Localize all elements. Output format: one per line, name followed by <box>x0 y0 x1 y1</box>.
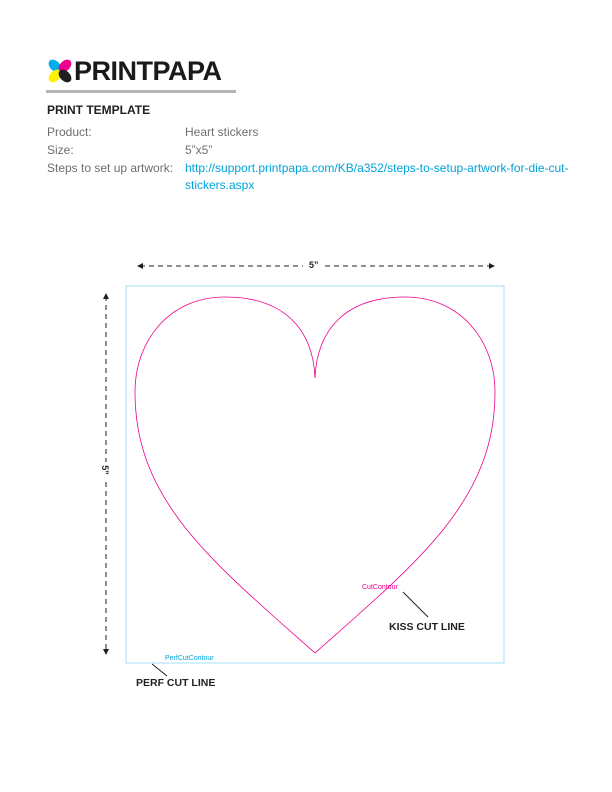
logo-wordmark: PRINTPAPA <box>74 56 222 86</box>
artwork-steps-link[interactable]: http://support.printpapa.com/KB/a352/steps-to-setup-artwork-for-die-cut-stickers.aspx <box>185 161 569 192</box>
cutcontour-tag: CutContour <box>362 584 398 591</box>
page-title: PRINT TEMPLATE <box>47 103 151 117</box>
kiss-cut-line-label: KISS CUT LINE <box>389 621 465 633</box>
perf-cut-line-label: PERF CUT LINE <box>136 677 216 689</box>
kiss-cut-heart <box>135 297 495 653</box>
kiss-cut-leader <box>403 592 428 617</box>
perf-cut-contour <box>126 286 504 663</box>
perfcutcontour-tag: PerfCutContour <box>165 655 214 662</box>
height-dimension-label: 5” <box>99 465 110 475</box>
size-value: 5”x5” <box>185 143 213 157</box>
size-label: Size: <box>47 143 74 157</box>
perf-cut-leader <box>152 664 167 676</box>
width-dimension-label: 5” <box>309 260 319 270</box>
product-value: Heart stickers <box>185 125 259 139</box>
artwork-steps-label: Steps to set up artwork: <box>47 161 174 175</box>
product-label: Product: <box>47 125 92 139</box>
